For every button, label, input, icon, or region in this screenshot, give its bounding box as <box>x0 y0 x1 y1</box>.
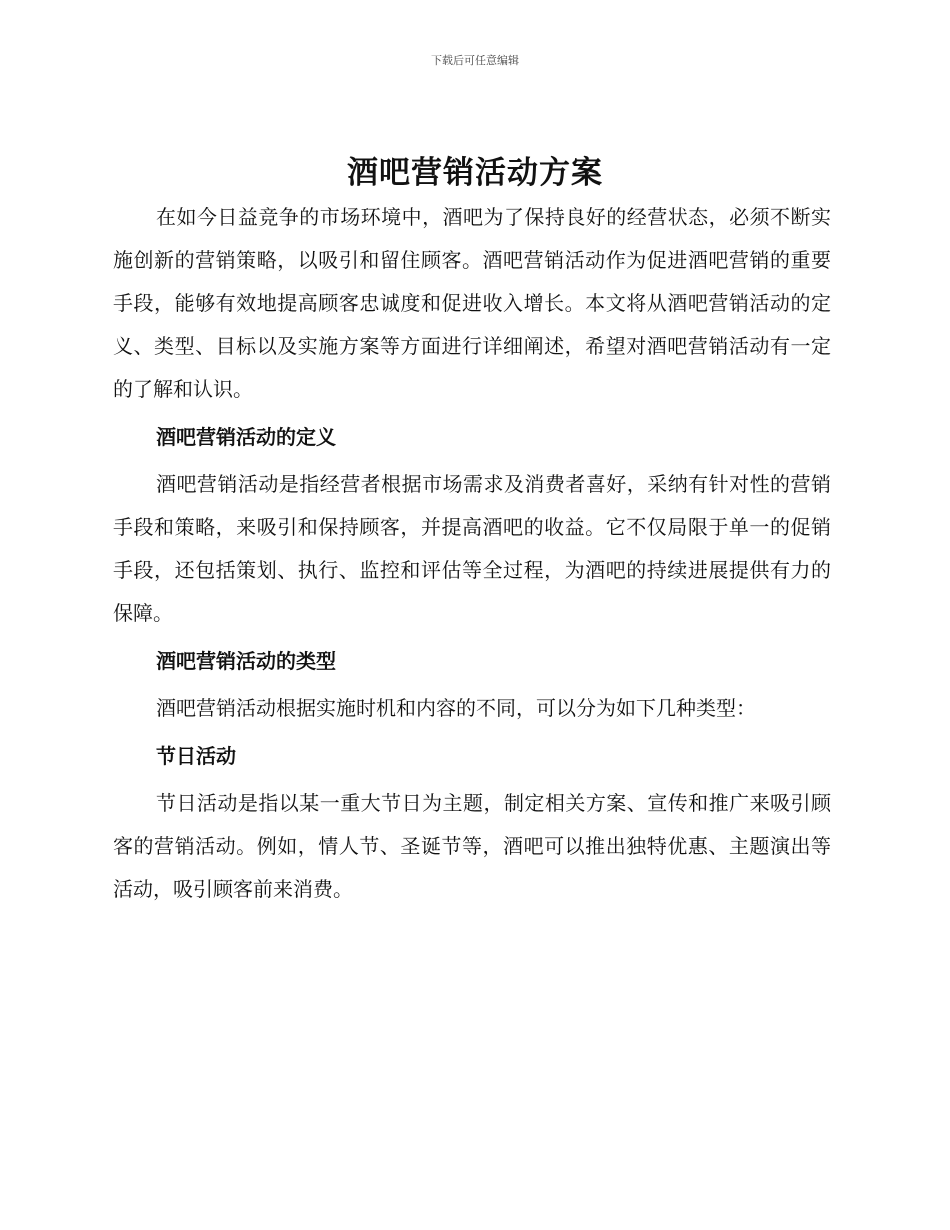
section-text-definition: 酒吧营销活动是指经营者根据市场需求及消费者喜好，采纳有针对性的营销手段和策略，来吸引和保持顾客，并提高酒吧的收益。它不仅局限于单一的促销手段，还包括策划、执行、监控和评估等全过程，为酒吧的持续进展提供有力的保障。 <box>113 472 831 625</box>
document-title: 酒吧营销活动方案 <box>347 155 603 191</box>
page-header-note: 下载后可任意编辑 <box>431 54 519 67</box>
section-text-holiday: 节日活动是指以某一重大节日为主题，制定相关方案、宣传和推广来吸引顾客的营销活动。例如，情人节、圣诞节等，酒吧可以推出独特优惠、主题演出等活动，吸引顾客前来消费。 <box>113 791 831 901</box>
section-heading-types: 酒吧营销活动的类型 <box>156 649 336 673</box>
section-heading-definition: 酒吧营销活动的定义 <box>156 425 336 449</box>
document-body <box>113 196 831 911</box>
section-text-types: 酒吧营销活动根据实施时机和内容的不同，可以分为如下几种类型： <box>156 696 756 720</box>
section-heading-holiday: 节日活动 <box>156 744 236 768</box>
intro-paragraph: 在如今日益竞争的市场环境中，酒吧为了保持良好的经营状态，必须不断实施创新的营销策略，以吸引和留住顾客。酒吧营销活动作为促进酒吧营销的重要手段，能够有效地提高顾客忠诚度和促进收入增长。本文将从酒吧营销活动的定义、类型、目标以及实施方案等方面进行详细阐述，希望对酒吧营销活动有一定的了解和认识。 <box>113 205 831 401</box>
